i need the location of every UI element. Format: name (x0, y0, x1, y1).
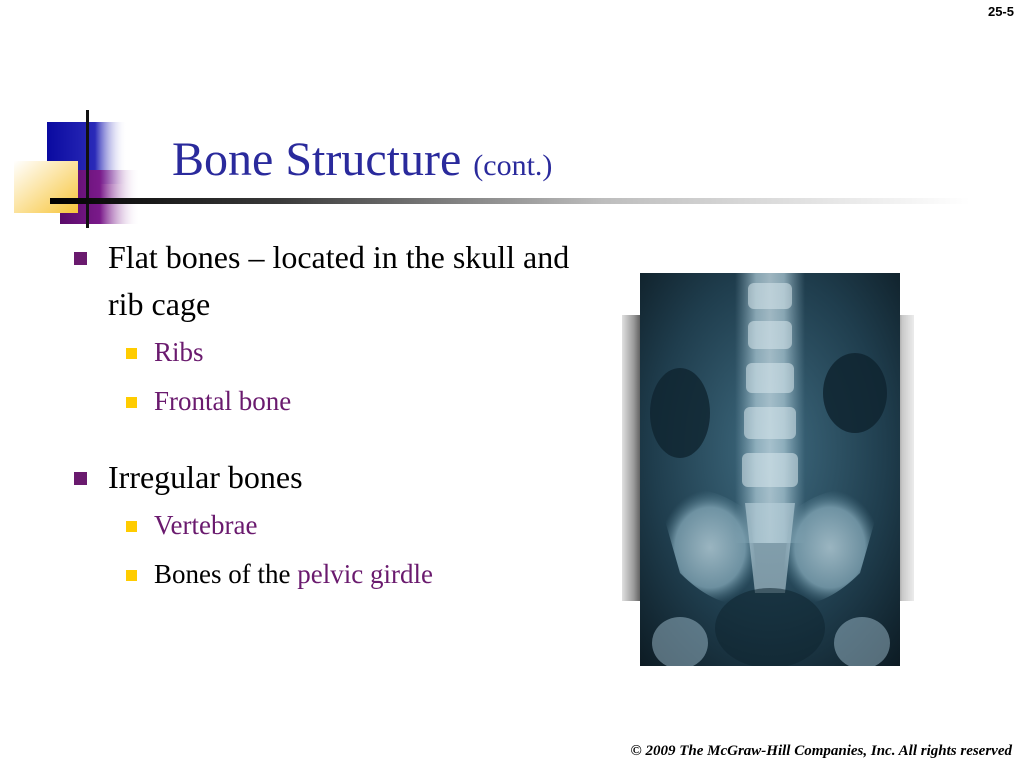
square-bullet-icon (74, 472, 87, 485)
square-bullet-icon (126, 348, 137, 359)
bullet-list (72, 234, 572, 599)
sub-bullet-text: Frontal bone (154, 386, 292, 416)
xray-image (640, 273, 900, 666)
sub-bullet-prefix: Bones of the (154, 559, 298, 589)
sub-bullet-frontal-bone (72, 377, 572, 426)
square-bullet-icon (74, 252, 87, 265)
sub-bullet-text: Vertebrae (154, 510, 258, 540)
copyright-footer: © 2009 The McGraw-Hill Companies, Inc. All rights reserved (630, 743, 1012, 759)
bullet-text: Irregular bones (108, 459, 303, 495)
sub-bullet-ribs (72, 328, 572, 377)
sub-bullet-vertebrae (72, 501, 572, 550)
sub-bullet-text: Ribs (154, 337, 204, 367)
bullet-irregular-bones (72, 454, 572, 501)
slide-title (172, 130, 552, 196)
title-sub: (cont.) (473, 149, 553, 182)
sub-bullet-highlight: pelvic girdle (297, 559, 433, 589)
square-bullet-icon (126, 570, 137, 581)
bullet-flat-bones (72, 234, 572, 328)
title-main: Bone Structure (172, 133, 462, 186)
slide-number: 25-5 (987, 4, 1014, 19)
square-bullet-icon (126, 521, 137, 532)
title-underline (50, 198, 970, 204)
bullet-text: Flat bones – located in the skull and rib cage (108, 239, 570, 322)
square-bullet-icon (126, 397, 137, 408)
sub-bullet-pelvic-girdle (72, 550, 572, 599)
title-decoration (10, 108, 150, 230)
